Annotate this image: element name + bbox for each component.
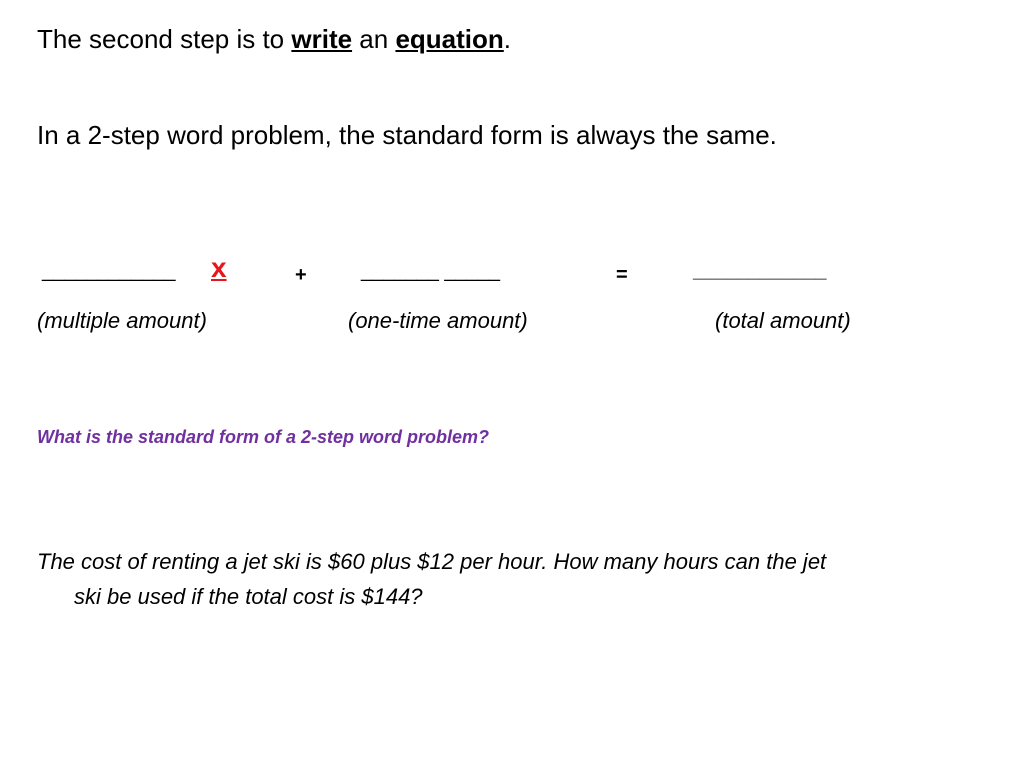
plus-sign: + [295,264,307,286]
intro-keyword-equation: equation [395,24,504,54]
intro-keyword-write: write [291,24,353,54]
label-one-time-amount: (one-time amount) [348,308,528,333]
total-amount-blank: ____________ [693,260,827,282]
intro-line [37,24,511,55]
label-multiple-amount: (multiple amount) [37,308,207,333]
multiple-amount-blank: ____________ [42,260,176,282]
intro-prefix: The second step is to [37,24,292,54]
label-total-amount: (total amount) [715,308,851,333]
word-problem [37,544,977,614]
one-time-amount-blank: _______ _____ [361,260,501,282]
intro-suffix: . [503,24,512,54]
word-problem-line-2: ski be used if the total cost is $144? [74,584,423,609]
multiplication-x: x [211,252,227,283]
equation-template [0,252,1024,292]
equals-sign: = [616,264,628,286]
intro-middle: an [352,24,396,54]
word-problem-line-1: The cost of renting a jet ski is $60 plus $12 per hour. How many hours can the jet [37,549,827,574]
standard-form-statement: In a 2-step word problem, the standard form is always the same. [37,120,777,150]
review-question: What is the standard form of a 2-step word problem? [37,427,490,447]
